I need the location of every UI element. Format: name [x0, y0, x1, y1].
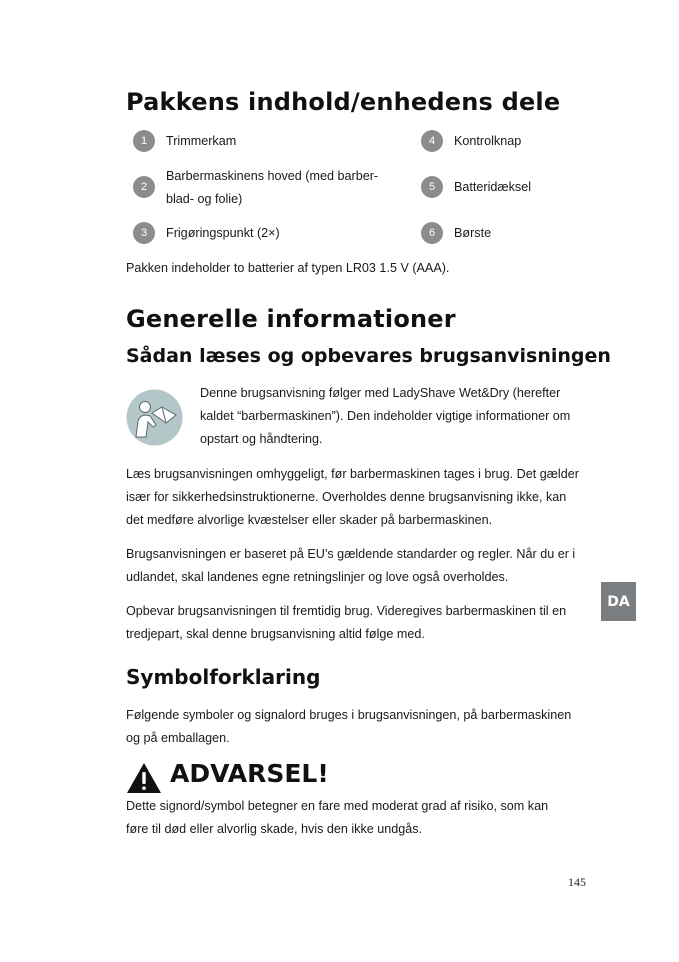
subsection-title-reading: Sådan læses og opbevares brugsanvisningen [126, 345, 611, 367]
text-line: Brugsanvisningen er baseret på EU’s gældende standarder og regler. Når du er i [126, 547, 576, 561]
text-line: tredjepart, skal denne brugsanvisning altid følge med. [126, 627, 425, 641]
intro-paragraph [200, 382, 596, 451]
section-title-contents: Pakkens indhold/enhedens dele [126, 88, 561, 116]
paragraph-eu-standards [126, 543, 596, 589]
section-title-general: Generelle informationer [126, 305, 456, 333]
paragraph-keep-manual [126, 600, 596, 646]
paragraph-read-carefully [126, 463, 596, 532]
part-number-badge: 4 [421, 130, 443, 152]
warning-title: ADVARSEL! [170, 759, 329, 788]
page-number: 145 [568, 875, 586, 889]
part-label: Børste [454, 226, 492, 240]
part-number-badge: 6 [421, 222, 443, 244]
text-line: Følgende symboler og signalord bruges i brugsanvisningen, på barbermaskinen [126, 708, 572, 722]
part-number-badge: 5 [421, 176, 443, 198]
text-line: Læs brugsanvisningen omhyggeligt, før barbermaskinen tages i brug. Det gælder [126, 467, 579, 481]
part-label: Batteridæksel [454, 180, 531, 194]
text-line: især for sikkerhedsinstruktionerne. Overholdes denne brugsanvisning ikke, kan [126, 490, 567, 504]
part-label-line: Barbermaskinens hoved (med barber- [166, 169, 379, 183]
part-label: Kontrolknap [454, 134, 522, 148]
part-number-badge: 2 [133, 176, 155, 198]
part-label: Trimmerkam [166, 134, 237, 148]
text-line: det medføre alvorlige kvæstelser eller skader på barbermaskinen. [126, 513, 493, 527]
warning-triangle-icon [126, 762, 162, 794]
text-line: kaldet “barbermaskinen”). Den indeholder vigtige informationer om [200, 409, 571, 423]
part-label: Frigøringspunkt (2×) [166, 226, 280, 240]
part-number-badge: 3 [133, 222, 155, 244]
part-label [166, 165, 378, 211]
text-line: føre til død eller alvorlig skade, hvis den ikke undgås. [126, 822, 423, 836]
text-line: Denne brugsanvisning følger med LadyShave Wet&Dry (herefter [200, 386, 561, 400]
batteries-note: Pakken indeholder to batterier af typen LR03 1.5 V (AAA). [126, 261, 450, 275]
language-tab: DA [601, 582, 636, 621]
paragraph-symbols [126, 704, 596, 750]
text-line: Dette signord/symbol betegner en fare med moderat grad af risiko, som kan [126, 799, 549, 813]
text-line: og på emballagen. [126, 731, 230, 745]
text-line: udlandet, skal landenes egne retningslinjer og love også overholdes. [126, 570, 509, 584]
warning-paragraph [126, 795, 596, 841]
section-title-symbols: Symbolforklaring [126, 665, 321, 689]
text-line: opstart og håndtering. [200, 432, 323, 446]
part-label-line: blad- og folie) [166, 192, 243, 206]
part-number-badge: 1 [133, 130, 155, 152]
text-line: Opbevar brugsanvisningen til fremtidig brug. Videregives barbermaskinen til en [126, 604, 567, 618]
read-manual-icon [126, 389, 183, 446]
